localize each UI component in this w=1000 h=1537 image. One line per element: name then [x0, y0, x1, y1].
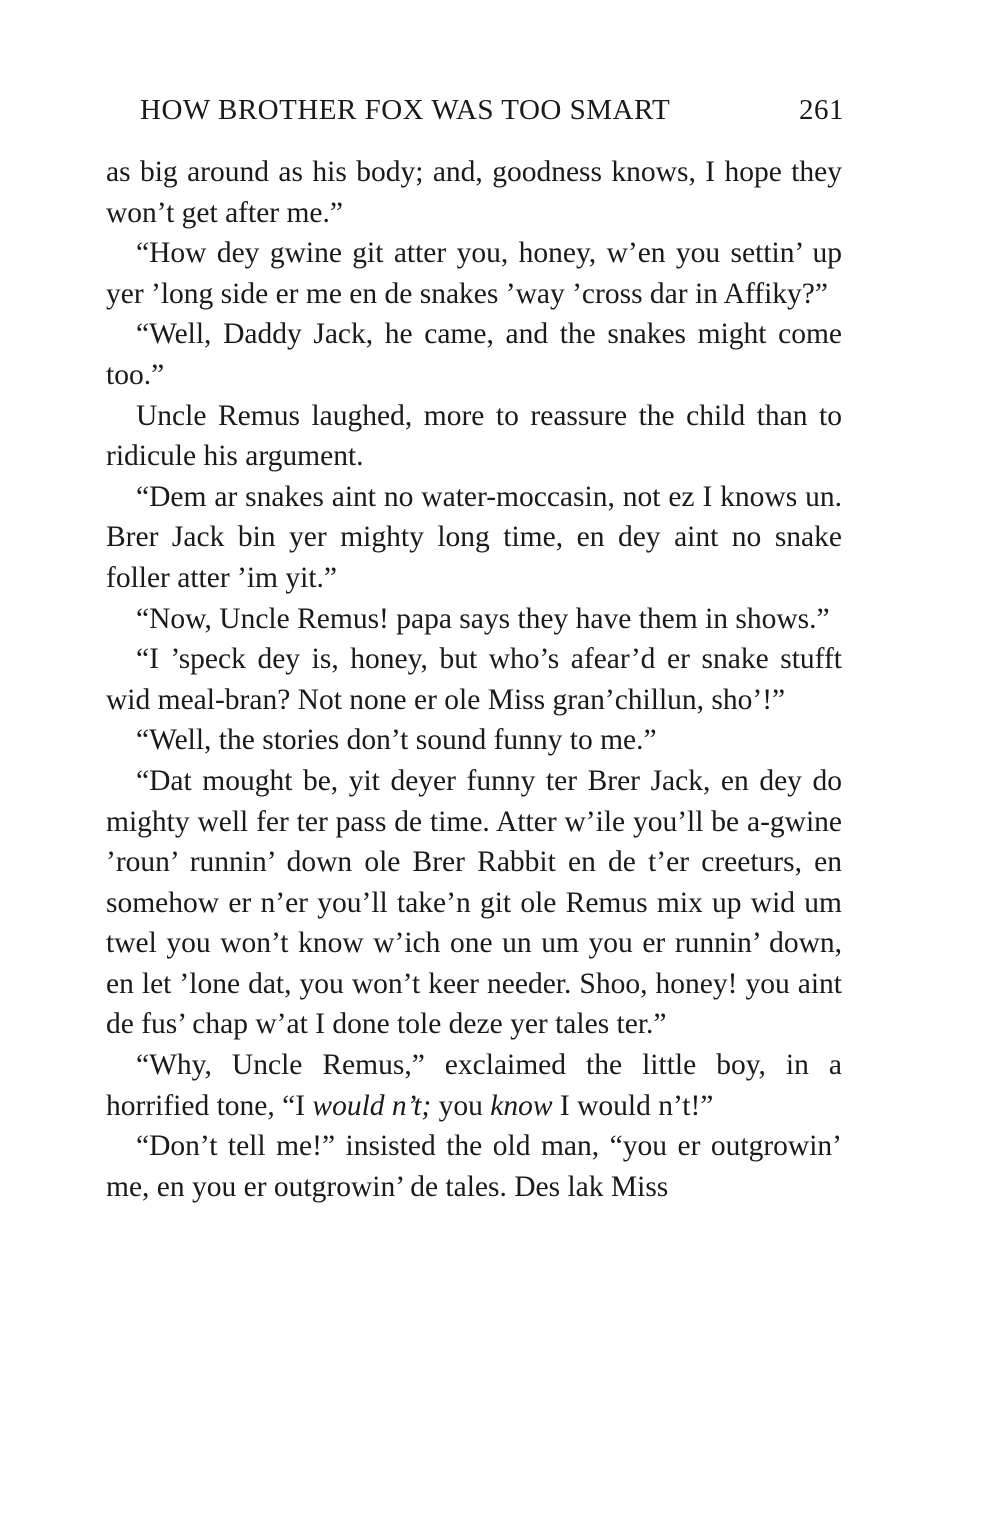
paragraph: “Well, the stories don’t sound funny to me.”: [136, 724, 657, 757]
paragraph: “Now, Uncle Remus! papa says they have them in shows.”: [136, 602, 830, 635]
paragraph: “I ’speck dey is, honey, but who’s afear’d er snake stufft wid meal-bran? Not none er ole Miss gran’chillun, sho’!”: [106, 643, 842, 716]
paragraph-text: I would n’t!”: [552, 1089, 714, 1122]
paragraph-text: “Why, Uncle Remus,” exclaimed the little boy, in a horrified tone, “I: [106, 1049, 842, 1122]
paragraph: as big around as his body; and, goodness knows, I hope they won’t get after me.”: [106, 156, 842, 229]
paragraph: [106, 1045, 842, 1126]
paragraph: “Dat mought be, yit deyer funny ter Brer Jack, en dey do mighty well fer ter pass de time. Atter w’ile you’ll be a-gwine ’roun’ runnin’ down ole Brer Rabbit en de t’er creeturs, en somehow er n’er you’ll take’n git ole Remus mix up wid um twel you won’t know w’ich one un um you er runnin’ down, en let ’lone dat, you won’t keer needer. Shoo, honey! you aint de fus’ chap w’at I done tole deze yer tales ter.”: [106, 764, 842, 1041]
paragraph-text: you: [431, 1089, 491, 1122]
paragraph: “Well, Daddy Jack, he came, and the snakes might come too.”: [106, 318, 842, 391]
paragraph: “Dem ar snakes aint no water-moccasin, not ez I knows un. Brer Jack bin yer mighty long time, en dey aint no snake foller atter ’im yit.”: [106, 480, 842, 594]
italic-text: know: [490, 1089, 553, 1122]
paragraph: “How dey gwine git atter you, honey, w’en you settin’ up yer ’long side er me en de snakes ’way ’cross dar in Affiky?”: [106, 237, 842, 310]
paragraph: “Don’t tell me!” insisted the old man, “you er outgrowin’ me, en you er outgrowin’ de tales. Des lak Miss: [106, 1130, 842, 1203]
running-header: [140, 94, 844, 127]
body-text: [106, 152, 842, 1207]
italic-text: would n’t;: [312, 1089, 432, 1122]
page-number: 261: [799, 94, 844, 126]
paragraph: Uncle Remus laughed, more to reassure the child than to ridicule his argument.: [106, 399, 842, 473]
chapter-title: HOW BROTHER FOX WAS TOO SMART: [140, 94, 671, 126]
